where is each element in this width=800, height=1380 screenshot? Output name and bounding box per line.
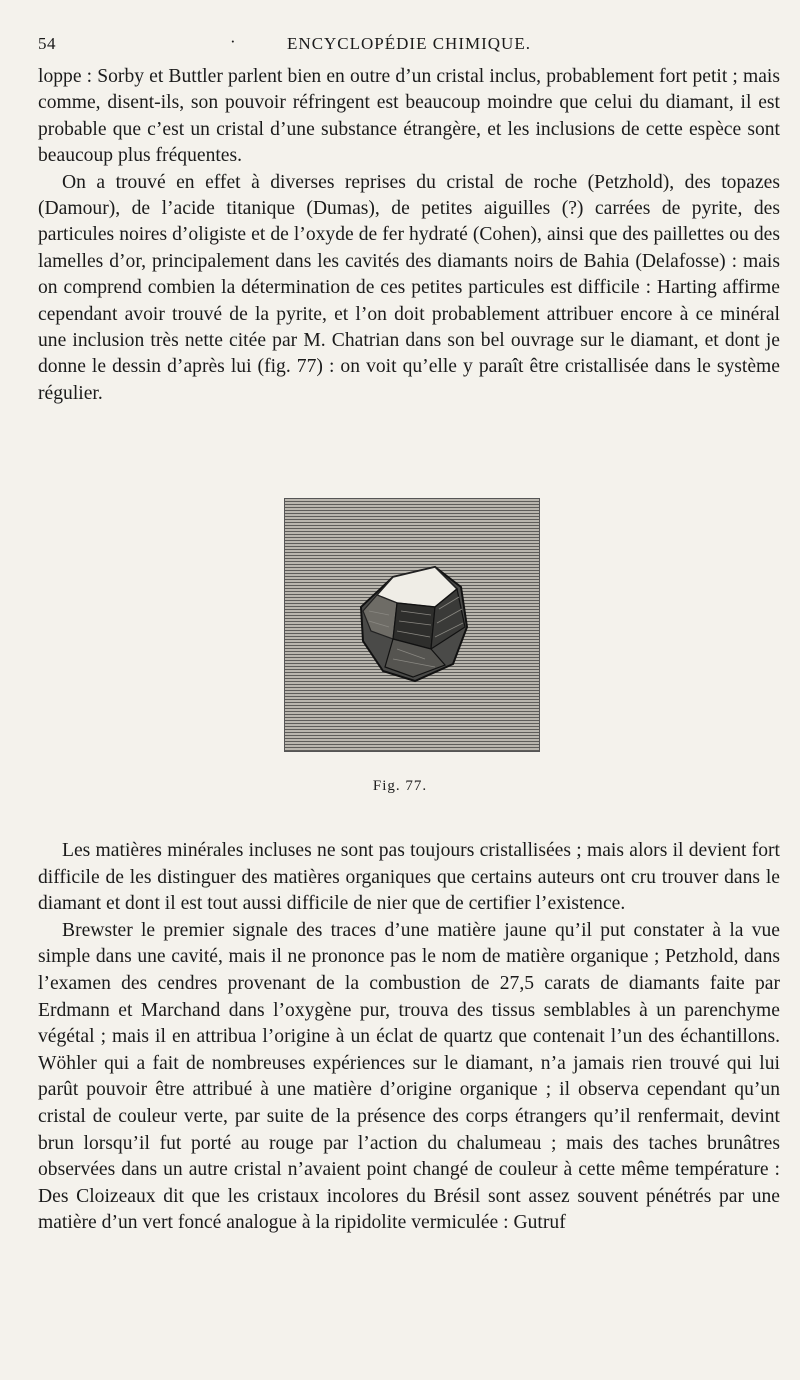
page-number: 54 bbox=[38, 34, 56, 53]
text-block-lower bbox=[38, 838, 780, 1237]
paragraph: loppe : Sorby et Buttler parlent bien en outre d’un cristal inclus, probablement fort petit ; mais comme, disent-ils, son pouvoir réfringent est beaucoup moindre que celui du diamant, il est probable que c’est un cristal d’une substance étrangère, et les inclusions de cette espèce sont beaucoup plus fréquentes. bbox=[38, 66, 780, 167]
figure-77-engraving bbox=[284, 498, 540, 752]
running-title: ENCYCLOPÉDIE CHIMIQUE. bbox=[287, 34, 531, 53]
paragraph: On a trouvé en effet à diverses reprises du cristal de roche (Petzhold), des topazes (Damour), de l’acide titanique (Dumas), de petites aiguilles (?) carrées de pyrite, des particules noires d’oligiste et de l’oxyde de fer hydraté (Cohen), ainsi que des paillettes ou des lamelles d’or, principalement dans les cavités des diamants noirs de Bahia (Delafosse) : mais on comprend combien la détermination de ces petites particules est difficile : Harting affirme cependant avoir trouvé de la pyrite, et l’on doit probablement attribuer encore à ce minéral une inclusion très nette citée par M. Chatrian dans son bel ouvrage sur le diamant, et dont je donne le dessin d’après lui (fig. 77) : on voit qu’elle y paraît être cristallisée dans le système régulier. bbox=[38, 171, 780, 404]
header-dot: · bbox=[230, 32, 237, 51]
paragraph: Brewster le premier signale des traces d’une matière jaune qu’il put constater à la vue simple dans une cavité, mais il ne prononce pas le nom de matière organique ; Petzhold, dans l’examen des cendres provenant de la combustion de 27,5 carats de diamants faite par Erdmann et Marchand dans l’oxygène pur, trouva des tissus semblables à un parenchyme végétal ; mais il en attribua l’origine à un éclat de quartz que contenait l’un des échantillons. Wöhler qui a fait de nombreuses expériences sur le diamant, n’a jamais rien trouvé qui lui parût pouvoir être attribué à une matière d’origine organique ; il observa cependant qu’un cristal de couleur verte, par suite de la présence des corps étrangers qu’il renfermait, devint brun lorsqu’il fut porté au rouge par l’action du chalumeau ; mais des taches brunâtres observées dans un autre cristal n’avaient point changé de couleur à cette même température : Des Cloizeaux dit que les cristaux incolores du Brésil sont assez souvent pénétrés par une matière d’un vert foncé analogue à la ripidolite vermiculée : Gutruf bbox=[38, 919, 780, 1234]
paragraph: Les matières minérales incluses ne sont pas toujours cristallisées ; mais alors il devient fort difficile de les distinguer des matières organiques que certains auteurs ont cru trouver dans le diamant et dont il est tout aussi difficile de nier que de certifier l’existence. bbox=[38, 840, 780, 915]
text-block-upper bbox=[38, 64, 780, 407]
crystal-inclusion-illustration bbox=[285, 499, 539, 751]
running-header bbox=[38, 34, 780, 62]
figure-caption: Fig. 77. bbox=[372, 778, 428, 794]
